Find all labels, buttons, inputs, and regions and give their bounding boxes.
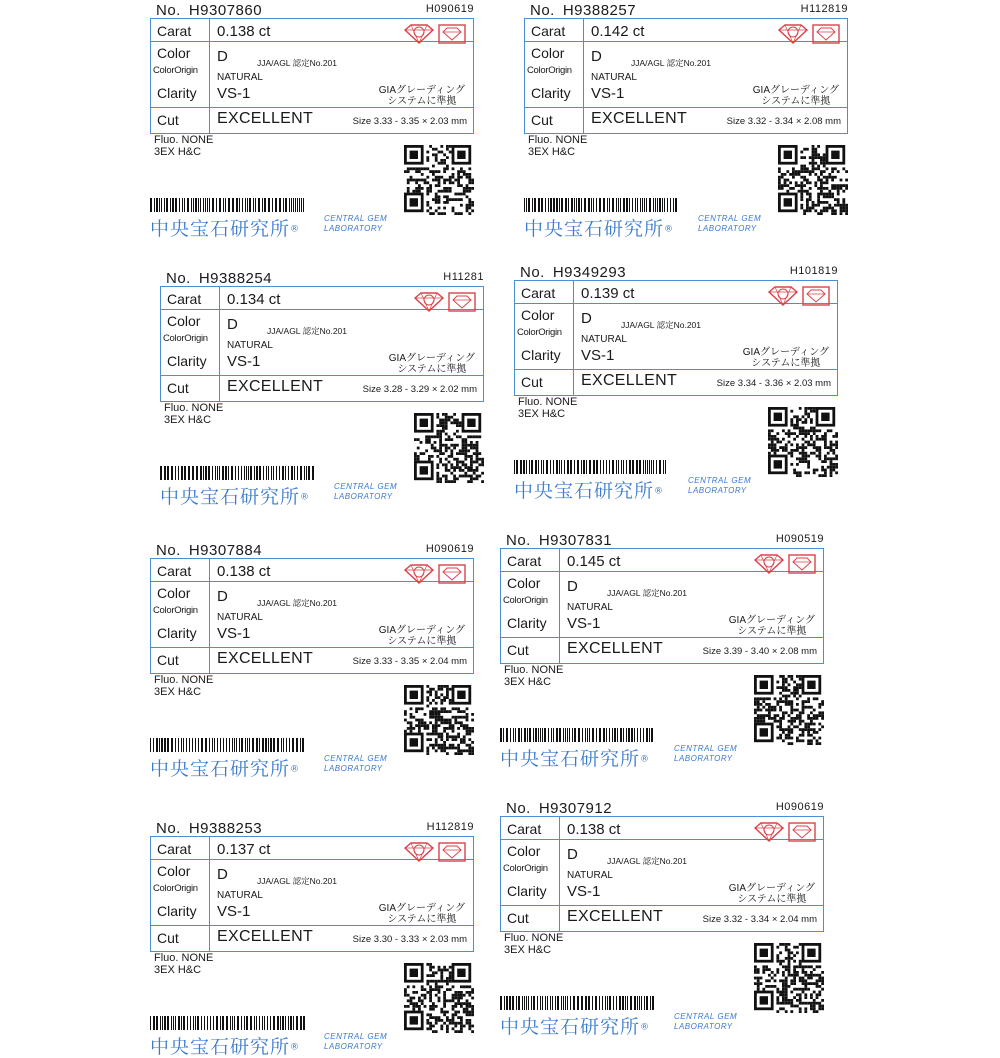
lab-name-english: [324, 1032, 387, 1052]
lab-name-english: [334, 482, 397, 502]
clarity-label: Clarity: [507, 883, 547, 899]
color-label: Color: [157, 585, 191, 601]
certificate-number: [506, 800, 612, 817]
certification-note: JJA/AGL 認定No.201: [631, 58, 711, 68]
color-value: D: [591, 48, 602, 65]
barcode: [514, 460, 670, 474]
lab-en-line-1: CENTRAL GEM: [324, 754, 388, 763]
carat-value: 0.138 ct: [567, 821, 621, 838]
grade-table: [500, 816, 824, 932]
carat-label: Carat: [157, 23, 192, 39]
card-inner: [500, 262, 840, 502]
gia-line-2: システムに準拠: [387, 636, 457, 647]
cut-value: EXCELLENT: [591, 110, 688, 127]
divider: [151, 647, 473, 648]
certificate-number: [166, 270, 272, 287]
finish-value: 3EX H&C: [164, 414, 212, 426]
lab-name-jp-text: 中央宝石研究所: [500, 748, 641, 770]
issue-code: H090519: [775, 533, 824, 545]
finish-value: 3EX H&C: [154, 146, 202, 158]
lab-en-line-1: CENTRAL GEM: [698, 214, 762, 223]
qr-code: [754, 943, 824, 1013]
clarity-value: VS-1: [581, 347, 615, 364]
barcode: [150, 738, 306, 752]
carat-value: 0.138 ct: [217, 23, 271, 40]
carat-label: Carat: [531, 23, 566, 39]
fluorescence-block: [154, 674, 213, 698]
diamond-logo-icon: [413, 291, 477, 313]
grade-table: [500, 548, 824, 664]
label-column: [515, 281, 574, 395]
lab-name-japanese: [514, 476, 664, 502]
color-origin-value: NATURAL: [217, 72, 263, 83]
certificate-number: [506, 532, 612, 549]
fluorescence-value: Fluo. NONE: [154, 134, 214, 146]
number-prefix: No.: [530, 2, 555, 19]
card-inner: [486, 798, 826, 1038]
gia-line-1: GIAグレーディング: [728, 883, 815, 894]
color-origin-value: NATURAL: [581, 334, 627, 345]
label-column: [151, 19, 210, 133]
grade-table: [514, 280, 838, 396]
fluorescence-value: Fluo. NONE: [504, 664, 564, 676]
lab-en-line-1: CENTRAL GEM: [324, 1032, 388, 1041]
diamond-logo-icon: [403, 563, 467, 585]
finish-value: 3EX H&C: [504, 944, 552, 956]
registered-mark: ®: [290, 764, 301, 775]
clarity-label: Clarity: [157, 625, 197, 641]
qr-code: [404, 685, 474, 755]
gia-line-1: GIAグレーディング: [378, 903, 465, 914]
size-value: Size 3.30 - 3.33 × 2.03 mm: [352, 934, 467, 945]
diamond-logo-icon: [753, 553, 817, 575]
divider: [161, 375, 483, 376]
gia-line-2: システムに準拠: [397, 364, 467, 375]
cut-value: EXCELLENT: [217, 928, 314, 945]
cut-label: Cut: [167, 380, 189, 396]
color-origin-value: NATURAL: [217, 612, 263, 623]
size-value: Size 3.32 - 3.34 × 2.04 mm: [702, 914, 817, 925]
lab-en-line-2: LABORATORY: [688, 486, 747, 495]
color-label: Color: [507, 843, 541, 859]
color-label: Color: [531, 45, 565, 61]
diamond-logo-icon: [403, 23, 467, 45]
size-value: Size 3.33 - 3.35 × 2.03 mm: [352, 116, 467, 127]
carat-value: 0.142 ct: [591, 23, 645, 40]
divider: [151, 925, 473, 926]
color-value: D: [217, 48, 228, 65]
divider: [501, 637, 823, 638]
lab-en-line-1: CENTRAL GEM: [688, 476, 752, 485]
divider: [525, 107, 847, 108]
lab-name-jp-text: 中央宝石研究所: [500, 1016, 641, 1038]
clarity-value: VS-1: [217, 85, 251, 102]
cut-value: EXCELLENT: [581, 372, 678, 389]
finish-value: 3EX H&C: [154, 686, 202, 698]
cut-value: EXCELLENT: [567, 908, 664, 925]
fluorescence-block: [154, 952, 213, 976]
certificate-number: [520, 264, 626, 281]
color-label: Color: [157, 863, 191, 879]
certificate-number: [156, 2, 262, 19]
color-label: Color: [521, 307, 555, 323]
lab-name-english: [698, 214, 761, 234]
issue-code: H101819: [789, 265, 838, 277]
gia-grading-note: [743, 347, 829, 369]
lab-name-japanese: [500, 744, 650, 770]
cut-label: Cut: [507, 910, 529, 926]
color-origin-label: ColorOrigin: [153, 605, 198, 616]
size-value: Size 3.39 - 3.40 × 2.08 mm: [702, 646, 817, 657]
clarity-value: VS-1: [591, 85, 625, 102]
barcode: [500, 996, 656, 1010]
size-value: Size 3.32 - 3.34 × 2.08 mm: [726, 116, 841, 127]
fluorescence-block: [504, 664, 563, 688]
number-value: H9307884: [188, 542, 263, 559]
label-column: [161, 287, 220, 401]
cut-label: Cut: [531, 112, 553, 128]
label-column: [525, 19, 584, 133]
lab-name-jp-text: 中央宝石研究所: [150, 1036, 291, 1058]
color-value: D: [217, 866, 228, 883]
diamond-logo-icon: [403, 841, 467, 863]
card-inner: [146, 268, 486, 508]
number-prefix: No.: [506, 800, 531, 817]
lab-name-japanese: [524, 214, 674, 240]
barcode: [160, 466, 316, 480]
cut-label: Cut: [507, 642, 529, 658]
finish-value: 3EX H&C: [504, 676, 552, 688]
lab-name-english: [324, 754, 387, 774]
grade-table: [524, 18, 848, 134]
lab-name-english: [674, 744, 737, 764]
carat-label: Carat: [167, 291, 202, 307]
divider: [151, 107, 473, 108]
cut-label: Cut: [157, 930, 179, 946]
lab-en-line-1: CENTRAL GEM: [324, 214, 388, 223]
barcode: [150, 198, 306, 212]
gia-grading-note: [729, 615, 815, 637]
gia-line-1: GIAグレーディング: [752, 85, 839, 96]
qr-code: [768, 407, 838, 477]
carat-label: Carat: [157, 563, 192, 579]
cut-value: EXCELLENT: [217, 110, 314, 127]
carat-value: 0.139 ct: [581, 285, 635, 302]
gia-line-1: GIAグレーディング: [378, 85, 465, 96]
color-origin-label: ColorOrigin: [503, 863, 548, 874]
lab-en-line-2: LABORATORY: [324, 764, 383, 773]
grading-card: [486, 530, 826, 770]
qr-code: [778, 145, 848, 215]
number-prefix: No.: [156, 820, 181, 837]
fluorescence-value: Fluo. NONE: [154, 952, 214, 964]
clarity-label: Clarity: [521, 347, 561, 363]
lab-name-japanese: [160, 482, 310, 508]
grading-card: [136, 818, 476, 1058]
lab-name-japanese: [150, 754, 300, 780]
lab-en-line-1: CENTRAL GEM: [674, 1012, 738, 1021]
clarity-value: VS-1: [227, 353, 261, 370]
lab-en-line-2: LABORATORY: [324, 1042, 383, 1051]
certification-note: JJA/AGL 認定No.201: [257, 598, 337, 608]
gia-grading-note: [389, 353, 475, 375]
divider: [501, 905, 823, 906]
registered-mark: ®: [290, 224, 301, 235]
color-value: D: [567, 846, 578, 863]
fluorescence-value: Fluo. NONE: [518, 396, 578, 408]
card-inner: [136, 818, 476, 1058]
gia-line-2: システムに準拠: [387, 914, 457, 925]
grade-table: [150, 558, 474, 674]
registered-mark: ®: [640, 1022, 651, 1033]
certification-note: JJA/AGL 認定No.201: [257, 58, 337, 68]
grading-card: [146, 268, 486, 508]
size-value: Size 3.28 - 3.29 × 2.02 mm: [362, 384, 477, 395]
qr-code: [414, 413, 484, 483]
cut-label: Cut: [157, 112, 179, 128]
lab-en-line-2: LABORATORY: [698, 224, 757, 233]
fluorescence-value: Fluo. NONE: [154, 674, 214, 686]
number-value: H9349293: [552, 264, 627, 281]
certification-note: JJA/AGL 認定No.201: [257, 876, 337, 886]
cut-value: EXCELLENT: [567, 640, 664, 657]
clarity-label: Clarity: [157, 903, 197, 919]
number-prefix: No.: [166, 270, 191, 287]
number-value: H9388254: [198, 270, 273, 287]
grading-card: [500, 262, 840, 502]
gia-line-1: GIAグレーディング: [742, 347, 829, 358]
lab-en-line-1: CENTRAL GEM: [674, 744, 738, 753]
certificate-number: [156, 820, 262, 837]
gia-line-1: GIAグレーディング: [728, 615, 815, 626]
color-value: D: [567, 578, 578, 595]
cut-label: Cut: [157, 652, 179, 668]
certificate-number: [156, 542, 262, 559]
clarity-label: Clarity: [157, 85, 197, 101]
clarity-label: Clarity: [531, 85, 571, 101]
cut-value: EXCELLENT: [227, 378, 324, 395]
issue-code: H090619: [425, 3, 474, 15]
color-origin-label: ColorOrigin: [503, 595, 548, 606]
gia-line-2: システムに準拠: [387, 96, 457, 107]
clarity-value: VS-1: [567, 883, 601, 900]
issue-code: H112819: [426, 821, 474, 833]
gia-grading-note: [379, 625, 465, 647]
lab-name-jp-text: 中央宝石研究所: [150, 218, 291, 240]
certification-note: JJA/AGL 認定No.201: [607, 588, 687, 598]
barcode: [500, 728, 656, 742]
number-value: H9307860: [188, 2, 263, 19]
lab-name-japanese: [500, 1012, 650, 1038]
clarity-label: Clarity: [167, 353, 207, 369]
gia-grading-note: [379, 85, 465, 107]
fluorescence-value: Fluo. NONE: [164, 402, 224, 414]
registered-mark: ®: [300, 492, 311, 503]
certification-note: JJA/AGL 認定No.201: [267, 326, 347, 336]
diamond-logo-icon: [753, 821, 817, 843]
registered-mark: ®: [290, 1042, 301, 1053]
number-value: H9307912: [538, 800, 613, 817]
number-value: H9388257: [562, 2, 637, 19]
issue-code: H090619: [425, 543, 474, 555]
carat-label: Carat: [157, 841, 192, 857]
size-value: Size 3.34 - 3.36 × 2.03 mm: [716, 378, 831, 389]
grade-table: [150, 836, 474, 952]
carat-label: Carat: [507, 821, 542, 837]
color-origin-value: NATURAL: [567, 870, 613, 881]
gia-grading-note: [729, 883, 815, 905]
qr-code: [754, 675, 824, 745]
lab-en-line-2: LABORATORY: [674, 754, 733, 763]
color-value: D: [217, 588, 228, 605]
finish-value: 3EX H&C: [528, 146, 576, 158]
clarity-value: VS-1: [217, 625, 251, 642]
size-value: Size 3.33 - 3.35 × 2.04 mm: [352, 656, 467, 667]
finish-value: 3EX H&C: [518, 408, 566, 420]
divider: [515, 369, 837, 370]
carat-label: Carat: [507, 553, 542, 569]
color-value: D: [581, 310, 592, 327]
cut-label: Cut: [521, 374, 543, 390]
carat-value: 0.134 ct: [227, 291, 281, 308]
gia-grading-note: [379, 903, 465, 925]
lab-name-english: [688, 476, 751, 496]
gia-line-2: システムに準拠: [751, 358, 821, 369]
grading-card: [136, 0, 476, 240]
clarity-label: Clarity: [507, 615, 547, 631]
card-inner: [136, 0, 476, 240]
grading-card: [136, 540, 476, 780]
lab-en-line-2: LABORATORY: [334, 492, 393, 501]
grade-table: [160, 286, 484, 402]
color-origin-value: NATURAL: [227, 340, 273, 351]
clarity-value: VS-1: [217, 903, 251, 920]
fluorescence-block: [164, 402, 223, 426]
label-column: [151, 837, 210, 951]
clarity-value: VS-1: [567, 615, 601, 632]
cut-value: EXCELLENT: [217, 650, 314, 667]
lab-en-line-2: LABORATORY: [674, 1022, 733, 1031]
gia-line-2: システムに準拠: [737, 626, 807, 637]
fluorescence-block: [504, 932, 563, 956]
number-prefix: No.: [506, 532, 531, 549]
grade-table: [150, 18, 474, 134]
certification-note: JJA/AGL 認定No.201: [607, 856, 687, 866]
color-origin-label: ColorOrigin: [153, 883, 198, 894]
color-origin-value: NATURAL: [217, 890, 263, 901]
carat-value: 0.138 ct: [217, 563, 271, 580]
lab-name-japanese: [150, 214, 300, 240]
grading-card: [510, 0, 850, 240]
fluorescence-block: [154, 134, 213, 158]
qr-code: [404, 145, 474, 215]
fluorescence-value: Fluo. NONE: [504, 932, 564, 944]
number-prefix: No.: [156, 542, 181, 559]
label-column: [501, 549, 560, 663]
color-origin-label: ColorOrigin: [163, 333, 208, 344]
gia-line-2: システムに準拠: [761, 96, 831, 107]
color-label: Color: [167, 313, 201, 329]
certificate-number: [530, 2, 636, 19]
lab-en-line-2: LABORATORY: [324, 224, 383, 233]
carat-label: Carat: [521, 285, 556, 301]
fluorescence-value: Fluo. NONE: [528, 134, 588, 146]
lab-name-jp-text: 中央宝石研究所: [150, 758, 291, 780]
color-origin-value: NATURAL: [567, 602, 613, 613]
barcode: [150, 1016, 306, 1030]
label-column: [151, 559, 210, 673]
number-value: H9388253: [188, 820, 263, 837]
color-origin-value: NATURAL: [591, 72, 637, 83]
registered-mark: ®: [664, 224, 675, 235]
registered-mark: ®: [654, 486, 665, 497]
gia-line-1: GIAグレーディング: [388, 353, 475, 364]
lab-name-jp-text: 中央宝石研究所: [514, 480, 655, 502]
registered-mark: ®: [640, 754, 651, 765]
carat-value: 0.137 ct: [217, 841, 271, 858]
fluorescence-block: [518, 396, 577, 420]
gia-grading-note: [753, 85, 839, 107]
number-prefix: No.: [156, 2, 181, 19]
issue-code: H090619: [775, 801, 824, 813]
diamond-logo-icon: [777, 23, 841, 45]
lab-name-english: [674, 1012, 737, 1032]
card-inner: [486, 530, 826, 770]
label-column: [501, 817, 560, 931]
gia-line-2: システムに準拠: [737, 894, 807, 905]
color-label: Color: [507, 575, 541, 591]
color-origin-label: ColorOrigin: [517, 327, 562, 338]
color-origin-label: ColorOrigin: [527, 65, 572, 76]
carat-value: 0.145 ct: [567, 553, 621, 570]
finish-value: 3EX H&C: [154, 964, 202, 976]
lab-name-japanese: [150, 1032, 300, 1058]
issue-code: H112819: [800, 3, 848, 15]
certification-note: JJA/AGL 認定No.201: [621, 320, 701, 330]
gia-line-1: GIAグレーディング: [378, 625, 465, 636]
color-label: Color: [157, 45, 191, 61]
card-inner: [510, 0, 850, 240]
lab-en-line-1: CENTRAL GEM: [334, 482, 398, 491]
color-value: D: [227, 316, 238, 333]
lab-name-jp-text: 中央宝石研究所: [524, 218, 665, 240]
barcode: [524, 198, 680, 212]
lab-name-jp-text: 中央宝石研究所: [160, 486, 301, 508]
number-value: H9307831: [538, 532, 613, 549]
card-inner: [136, 540, 476, 780]
qr-code: [404, 963, 474, 1033]
fluorescence-block: [528, 134, 587, 158]
diamond-logo-icon: [767, 285, 831, 307]
number-prefix: No.: [520, 264, 545, 281]
lab-name-english: [324, 214, 387, 234]
grading-card: [486, 798, 826, 1038]
color-origin-label: ColorOrigin: [153, 65, 198, 76]
issue-code: H11281: [443, 271, 484, 283]
